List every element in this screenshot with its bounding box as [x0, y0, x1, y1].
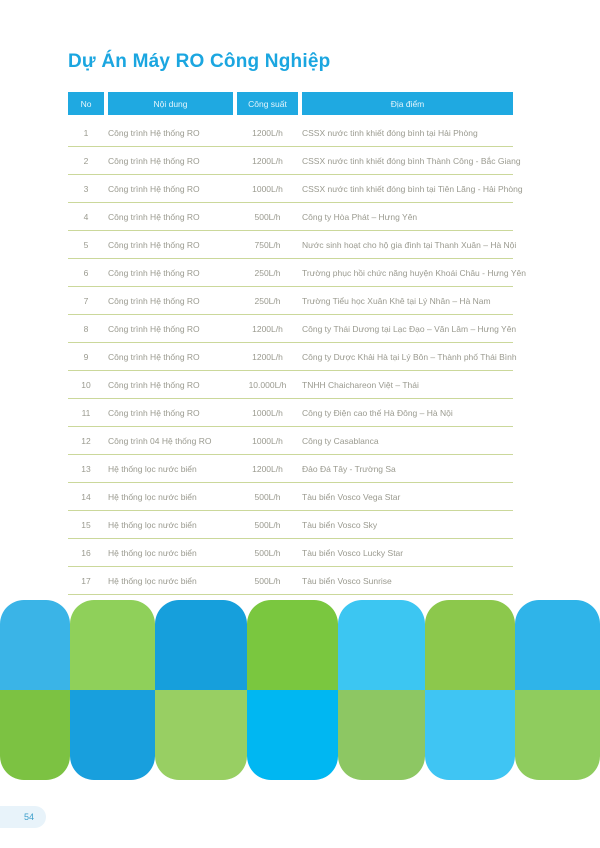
- cell-location: Công ty Thái Dương tại Lạc Đạo – Văn Lâm – Hưng Yên: [302, 323, 517, 334]
- table-row: [68, 427, 513, 455]
- page-title: Dự Án Máy RO Công Nghiệp: [68, 51, 331, 72]
- table-row: [68, 539, 513, 567]
- checkerboard-tile: [155, 600, 247, 690]
- page-number: 54: [23, 812, 34, 822]
- checkerboard-tile: [515, 690, 600, 780]
- cell-no: 8: [83, 323, 89, 334]
- table-header-row: [68, 92, 513, 115]
- cell-no: 5: [83, 239, 89, 250]
- checkerboard-tile: [247, 690, 338, 780]
- cell-location: Tàu biển Vosco Sunrise: [302, 575, 392, 586]
- checkerboard-tile: [425, 600, 515, 690]
- table-row: [68, 231, 517, 259]
- cell-content: Công trình Hệ thống RO: [108, 323, 200, 334]
- checkerboard-tile: [0, 690, 70, 780]
- header-capacity: Công suất: [237, 92, 298, 115]
- cell-content: Công trình Hệ thống RO: [108, 267, 200, 278]
- cell-capacity: 250L/h: [254, 267, 281, 278]
- cell-location: Công ty Điện cao thế Hà Đông – Hà Nội: [302, 407, 453, 418]
- cell-location: Công ty Casablanca: [302, 435, 379, 446]
- cell-capacity: 500L/h: [254, 519, 281, 530]
- table-row: [68, 343, 517, 371]
- checkerboard-tile: [70, 600, 155, 690]
- cell-capacity: 750L/h: [254, 239, 281, 250]
- cell-capacity: 500L/h: [254, 547, 281, 558]
- cell-no: 12: [81, 435, 91, 446]
- cell-capacity: 1200L/h: [252, 351, 283, 362]
- cell-no: 14: [81, 491, 91, 502]
- cell-no: 3: [83, 183, 89, 194]
- checkerboard-tile: [70, 690, 155, 780]
- table-row: [68, 371, 513, 399]
- table-row: [68, 203, 513, 231]
- cell-capacity: 1000L/h: [252, 435, 283, 446]
- cell-location: Nước sinh hoạt cho hộ gia đình tại Thanh Xuân – Hà Nội: [302, 239, 517, 250]
- table-row: [68, 483, 513, 511]
- cell-no: 1: [83, 127, 89, 138]
- decorative-checkerboard: [0, 600, 600, 780]
- checkerboard-tile: [515, 600, 600, 690]
- cell-no: 15: [81, 519, 91, 530]
- cell-content: Công trình Hệ thống RO: [108, 155, 200, 166]
- cell-capacity: 1200L/h: [252, 127, 283, 138]
- cell-capacity: 500L/h: [254, 575, 281, 586]
- cell-content: Công trình Hệ thống RO: [108, 183, 200, 194]
- header-location: Địa điểm: [302, 92, 513, 115]
- cell-location: Đảo Đá Tây - Trường Sa: [302, 463, 396, 474]
- cell-content: Công trình Hệ thống RO: [108, 211, 200, 222]
- checkerboard-tile: [425, 690, 515, 780]
- table-row: [68, 175, 523, 203]
- table-row: [68, 259, 526, 287]
- cell-no: 6: [83, 267, 89, 278]
- cell-location: CSSX nước tinh khiết đóng bình tại Tiên Lãng - Hải Phòng: [302, 183, 523, 194]
- table-row: [68, 315, 517, 343]
- cell-location: Công ty Dược Khải Hà tại Lý Bôn – Thành phố Thái Bình: [302, 351, 517, 362]
- cell-no: 10: [81, 379, 91, 390]
- checkerboard-tile: [338, 690, 425, 780]
- cell-content: Công trình Hệ thống RO: [108, 295, 200, 306]
- cell-content: Hệ thống lọc nước biển: [108, 547, 197, 558]
- cell-location: Công ty Hòa Phát – Hưng Yên: [302, 211, 418, 222]
- cell-capacity: 1200L/h: [252, 323, 283, 334]
- table-row: [68, 399, 513, 427]
- cell-content: Công trình Hệ thống RO: [108, 407, 200, 418]
- cell-content: Hệ thống lọc nước biển: [108, 519, 197, 530]
- table-row: [68, 287, 513, 315]
- cell-location: Trường Tiểu học Xuân Khê tại Lý Nhân – Hà Nam: [302, 295, 491, 306]
- cell-location: Tàu biển Vosco Sky: [302, 519, 378, 530]
- cell-content: Công trình 04 Hệ thống RO: [108, 435, 212, 446]
- cell-no: 9: [83, 351, 89, 362]
- cell-no: 17: [81, 575, 91, 586]
- cell-content: Công trình Hệ thống RO: [108, 127, 200, 138]
- cell-capacity: 250L/h: [254, 295, 281, 306]
- header-no: No: [68, 92, 104, 115]
- checkerboard-tile: [338, 600, 425, 690]
- cell-capacity: 1200L/h: [252, 463, 283, 474]
- table-row: [68, 567, 513, 595]
- table-row: [68, 455, 513, 483]
- cell-location: Tàu biển Vosco Lucky Star: [302, 547, 404, 558]
- cell-content: Hệ thống lọc nước biển: [108, 463, 197, 474]
- cell-no: 11: [81, 407, 91, 418]
- checkerboard-tile: [0, 600, 70, 690]
- cell-content: Hệ thống lọc nước biển: [108, 575, 197, 586]
- checkerboard-row-top: [0, 600, 600, 690]
- checkerboard-tile: [155, 690, 247, 780]
- table-row: [68, 511, 513, 539]
- cell-content: Công trình Hệ thống RO: [108, 351, 200, 362]
- table-row: [68, 147, 521, 175]
- cell-capacity: 1200L/h: [252, 155, 283, 166]
- checkerboard-row-bottom: [0, 690, 600, 780]
- cell-content: Hệ thống lọc nước biển: [108, 491, 197, 502]
- projects-table: [68, 92, 526, 595]
- cell-no: 4: [83, 211, 89, 222]
- header-content: Nội dung: [108, 92, 233, 115]
- cell-location: Trường phục hồi chức năng huyện Khoái Châu - Hưng Yên: [302, 267, 526, 278]
- cell-location: CSSX nước tinh khiết đóng bình tại Hải Phòng: [302, 127, 478, 138]
- table-row: [68, 119, 513, 147]
- cell-location: TNHH Chaichareon Việt – Thái: [302, 379, 419, 390]
- cell-capacity: 1000L/h: [252, 183, 283, 194]
- checkerboard-tile: [247, 600, 338, 690]
- cell-no: 2: [83, 155, 89, 166]
- cell-location: CSSX nước tinh khiết đóng bình Thành Công - Bắc Giang: [302, 155, 521, 166]
- cell-content: Công trình Hệ thống RO: [108, 239, 200, 250]
- cell-capacity: 500L/h: [254, 211, 281, 222]
- cell-no: 16: [81, 547, 91, 558]
- cell-no: 7: [83, 295, 89, 306]
- cell-no: 13: [81, 463, 91, 474]
- cell-location: Tàu biển Vosco Vega Star: [302, 491, 401, 502]
- cell-content: Công trình Hệ thống RO: [108, 379, 200, 390]
- cell-capacity: 1000L/h: [252, 407, 283, 418]
- table-body: [68, 119, 526, 595]
- page-number-badge: [0, 806, 46, 828]
- cell-capacity: 500L/h: [254, 491, 281, 502]
- cell-capacity: 10.000L/h: [248, 379, 287, 390]
